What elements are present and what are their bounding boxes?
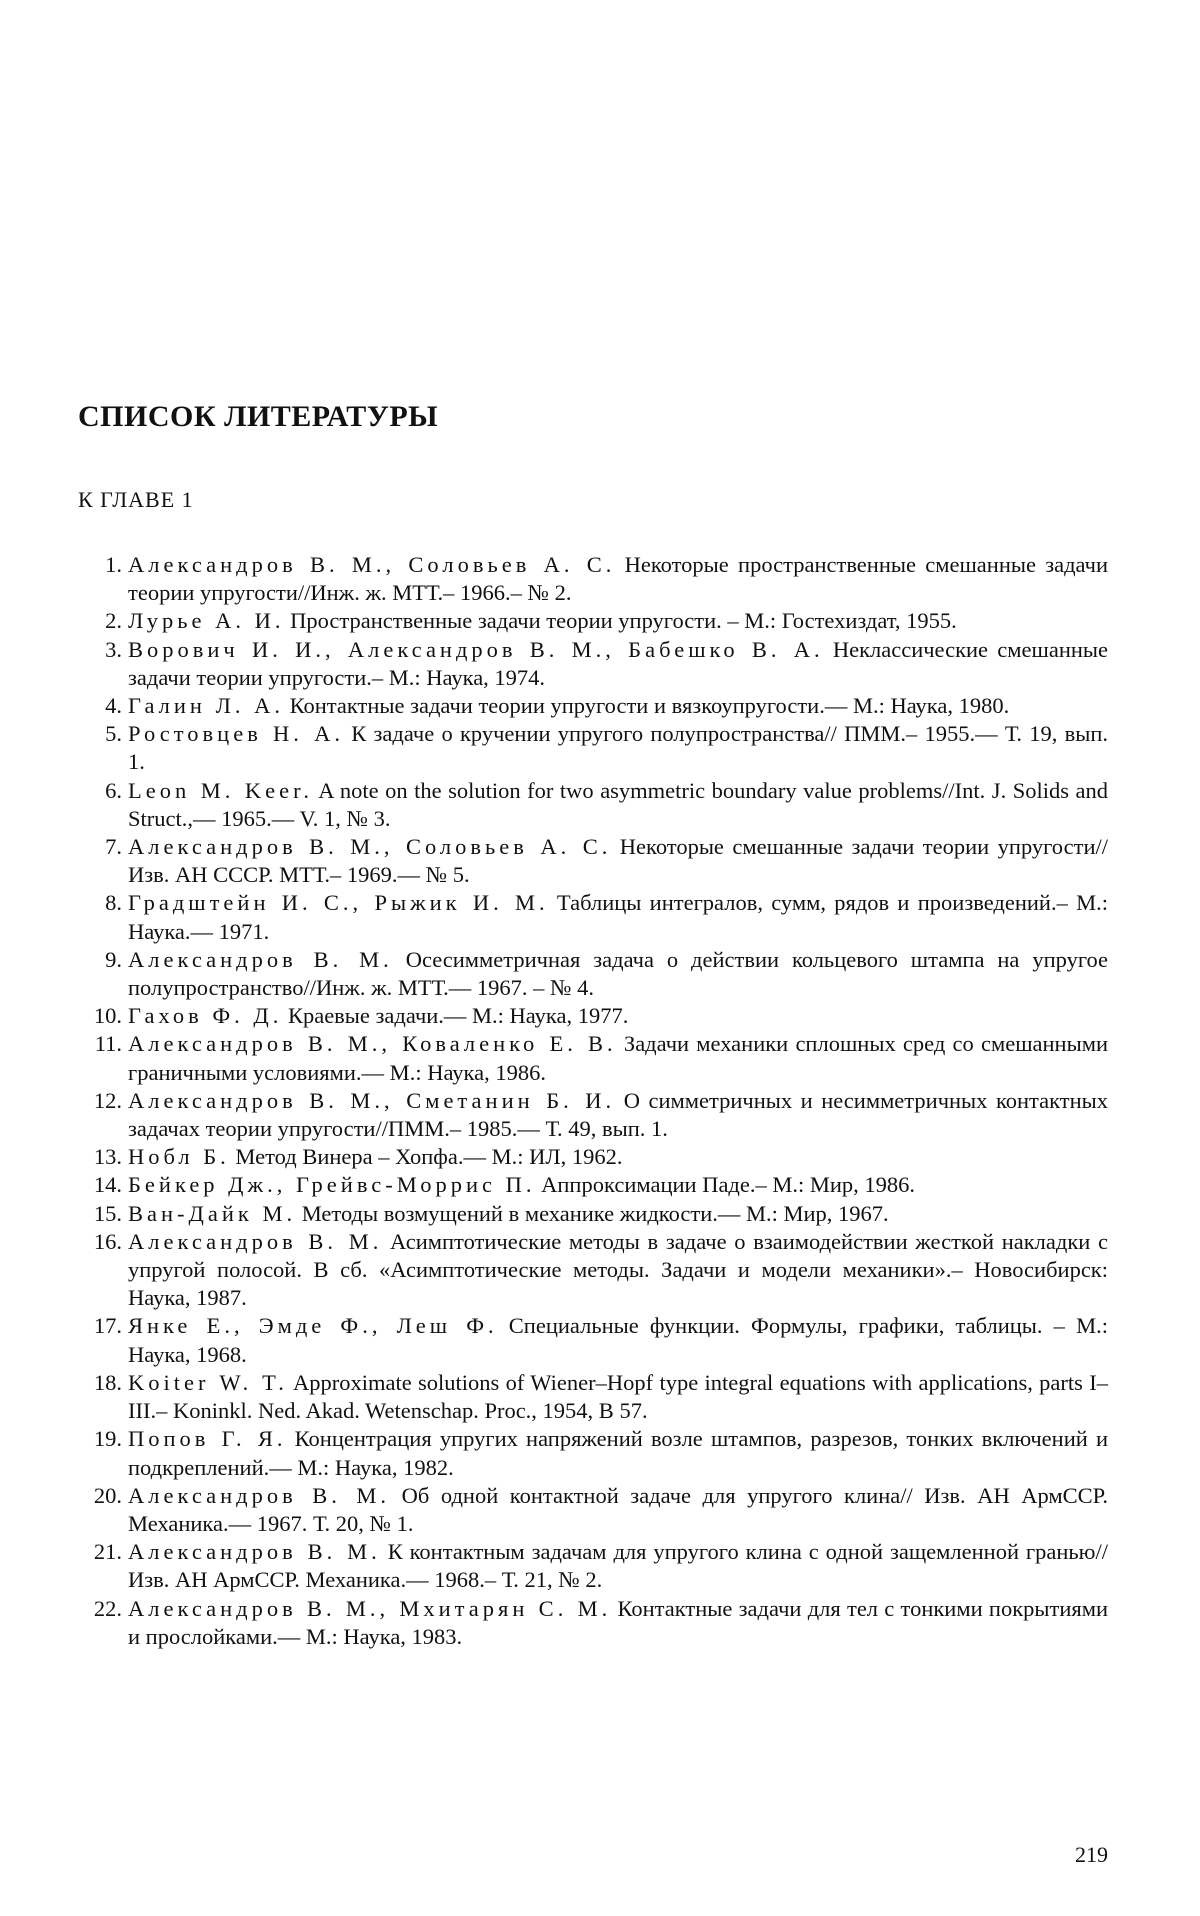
reference-item (78, 636, 1108, 692)
reference-number: 18. (93, 1369, 122, 1395)
reference-authors: Александров В. М., Мхитарян С. М. (128, 1595, 612, 1621)
reference-text: Таблицы интегралов, сумм, рядов и произведений.– М.: Наука.— 1971. (128, 890, 1108, 944)
reference-item (78, 1087, 1108, 1143)
reference-authors: Лурье А. И. (128, 608, 285, 634)
reference-item (78, 607, 1108, 635)
page-number: 219 (1075, 1842, 1108, 1867)
reference-number: 5. (105, 721, 122, 747)
reference-text: Некоторые пространственные смешанные задачи теории упругости//Инж. ж. МТТ.– 1966.– № 2. (128, 552, 1108, 606)
reference-text: Об одной контактной задаче для упругого клина// Изв. АН АрмССР. Механика.— 1967. Т. 20, № 1. (128, 1482, 1108, 1536)
reference-authors: Ворович И. И., Александров В. М., Бабешко В. А. (128, 636, 824, 662)
reference-number: 8. (105, 890, 122, 916)
reference-number: 21. (93, 1539, 122, 1565)
reference-item (78, 1538, 1108, 1594)
reference-authors: Нобл Б. (128, 1144, 230, 1170)
reference-text: К задаче о кручении упругого полупространства// ПММ.– 1955.— Т. 19, вып. 1. (128, 721, 1109, 775)
reference-number: 12. (93, 1087, 122, 1113)
reference-authors: Leon M. Keer. (128, 777, 314, 803)
reference-item (78, 1143, 1108, 1171)
reference-number: 13. (93, 1144, 122, 1170)
reference-item (78, 1369, 1108, 1425)
reference-authors: Александров В. М., Соловьев А. С. (128, 552, 616, 577)
reference-item (78, 1200, 1108, 1228)
reference-item (78, 1171, 1108, 1199)
reference-number: 2. (105, 608, 122, 634)
reference-text: К контактным задачам для упругого клина с одной защемленной гранью//Изв. АН АрмССР. Механика.— 1968.– Т. 21, № 2. (128, 1539, 1108, 1593)
reference-text: A note on the solution for two asymmetric boundary value problems//Int. J. Solids and Struct.,— 1965.— V. 1, № 3. (128, 777, 1108, 831)
reference-item (78, 720, 1108, 776)
section-title: К ГЛАВЕ 1 (78, 487, 194, 512)
reference-text: Специальные функции. Формулы, графики, таблицы. – М.: Наука, 1968. (128, 1313, 1108, 1367)
reference-number: 1. (105, 552, 122, 577)
reference-text: Осесимметричная задача о действии кольцевого штампа на упругое полупространство//Инж. ж. МТТ.— 1967. – № 4. (128, 946, 1108, 1001)
reference-number: 15. (93, 1200, 122, 1226)
reference-text: Аппроксимации Паде.– М.: Мир, 1986. (535, 1172, 916, 1198)
reference-authors: Галин Л. А. (128, 693, 284, 719)
reference-authors: Бейкер Дж., Грейвс-Моррис П. (128, 1172, 536, 1198)
reference-item (78, 889, 1108, 945)
reference-item (78, 551, 1108, 607)
reference-item (78, 1595, 1108, 1651)
reference-authors: Градштейн И. С., Рыжик И. М. (128, 890, 549, 916)
reference-item (78, 1312, 1108, 1368)
reference-number: 10. (93, 1003, 122, 1029)
reference-text: О симметричных и несимметричных контактных задачах теории упругости//ПММ.– 1985.— Т. 49, вып. 1. (128, 1087, 1109, 1142)
reference-authors: Александров В. М., Сметанин Б. И. (128, 1087, 616, 1113)
reference-number: 17. (93, 1313, 122, 1339)
reference-text: Некоторые смешанные задачи теории упругости//Изв. АН СССР. МТТ.– 1969.— № 5. (128, 834, 1108, 888)
reference-authors: Александров В. М. (128, 1228, 383, 1254)
reference-authors: Александров В. М., Соловьев А. С. (128, 834, 612, 860)
reference-number: 19. (93, 1426, 122, 1452)
reference-item (78, 1030, 1108, 1086)
reference-item (78, 777, 1108, 833)
reference-number: 11. (94, 1031, 122, 1057)
reference-text: Асимптотические методы в задаче о взаимодействии жесткой накладки с упругой полосой. В сб. «Асимптотические методы. Задачи и модели механики».– Новосибирск: Наука, 1987. (128, 1228, 1108, 1311)
reference-number: 20. (93, 1482, 122, 1508)
reference-text: Концентрация упругих напряжений возле штампов, разрезов, тонких включений и подкреплений.— М.: Наука, 1982. (128, 1426, 1108, 1480)
reference-item (78, 1482, 1108, 1538)
reference-text: Пространственные задачи теории упругости. – М.: Гостехиздат, 1955. (284, 608, 957, 634)
reference-number: 14. (93, 1172, 122, 1198)
reference-authors: Попов Г. Я. (128, 1426, 287, 1452)
reference-text: Контактные задачи теории упругости и вязкоупругости.— М.: Наука, 1980. (283, 693, 1010, 719)
reference-item (78, 1002, 1108, 1030)
reference-item (78, 692, 1108, 720)
page-title: СПИСОК ЛИТЕРАТУРЫ (78, 400, 439, 433)
reference-list (78, 551, 1108, 1651)
reference-authors: Гахов Ф. Д. (128, 1003, 283, 1029)
reference-item (78, 833, 1108, 889)
reference-authors: Ван-Дайк М. (128, 1200, 297, 1226)
reference-authors: Александров В. М. (128, 1482, 391, 1508)
reference-text: Контактные задачи для тел с тонкими покрытиями и прослойками.— М.: Наука, 1983. (128, 1595, 1108, 1649)
reference-text: Задачи механики сплошных сред со смешанными граничными условиями.— М.: Наука, 1986. (128, 1031, 1108, 1085)
reference-text: Неклассические смешанные задачи теории упругости.– М.: Наука, 1974. (128, 636, 1109, 690)
reference-number: 4. (105, 693, 122, 719)
reference-number: 3. (105, 636, 122, 662)
reference-text: Метод Винера – Хопфа.— М.: ИЛ, 1962. (229, 1144, 623, 1170)
reference-item (78, 946, 1108, 1002)
reference-item (78, 1228, 1108, 1313)
reference-item (78, 1425, 1108, 1481)
reference-text: Краевые задачи.— М.: Наука, 1977. (282, 1003, 629, 1029)
reference-authors: Ростовцев Н. А. (128, 721, 345, 747)
reference-authors: Koiter W. T. (128, 1369, 288, 1395)
reference-number: 6. (105, 777, 122, 803)
reference-number: 7. (105, 834, 122, 860)
reference-authors: Александров В. М., Коваленко Е. В. (128, 1031, 617, 1057)
reference-authors: Александров В. М. (128, 946, 393, 972)
reference-text: Методы возмущений в механике жидкости.— М.: Мир, 1967. (296, 1200, 889, 1226)
reference-authors: Янке Е., Эмде Ф., Леш Ф. (128, 1313, 498, 1339)
reference-authors: Александров В. М. (128, 1539, 381, 1565)
reference-text: Approximate solutions of Wiener–Hopf type integral equations with applications, parts I– III.– Koninkl. Ned. Akad. Wetenschap. Proc., 1954, B 57. (128, 1369, 1109, 1424)
reference-number: 22. (93, 1595, 122, 1621)
reference-number: 9. (105, 946, 122, 972)
reference-number: 16. (93, 1228, 122, 1254)
